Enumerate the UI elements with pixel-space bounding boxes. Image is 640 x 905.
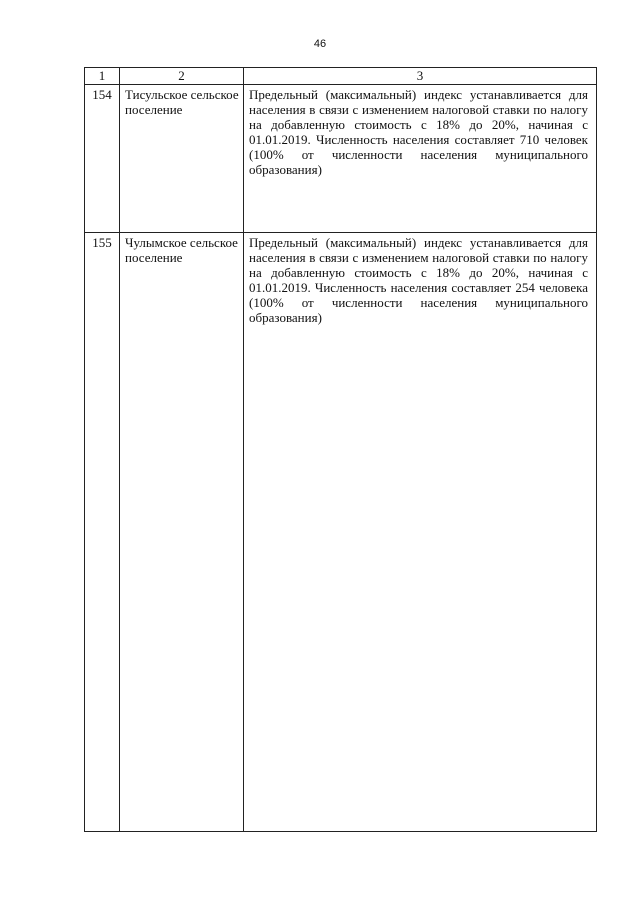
row-description — [244, 85, 597, 233]
description-text: Предельный (максимальный) индекс устанавливается для населения в связи с изменением налоговой ставки по налогу на добавленную стоимость с 18% до 20%, начиная с 01.01.2019. Численность населения составляет 710 человек (100% от численности населения муниципального образования) — [249, 87, 588, 177]
table-header-row — [85, 68, 597, 85]
document-table — [84, 67, 597, 832]
settlement-name: Чулымское сельское поселение — [120, 233, 244, 832]
column-header-1: 1 — [85, 68, 120, 85]
page-number: 46 — [313, 38, 327, 50]
table-row — [85, 233, 597, 832]
row-description — [244, 233, 597, 832]
table-row — [85, 85, 597, 233]
description-text: Предельный (максимальный) индекс устанавливается для населения в связи с изменением налоговой ставки по налогу на добавленную стоимость с 18% до 20%, начиная с 01.01.2019. Численность населения составляет 254 человека (100% от численности населения муниципального образования) — [249, 235, 588, 325]
settlement-name: Тисульское сельское поселение — [120, 85, 244, 233]
row-number: 155 — [85, 233, 120, 832]
row-number: 154 — [85, 85, 120, 233]
column-header-2: 2 — [120, 68, 244, 85]
column-header-3: 3 — [244, 68, 597, 85]
